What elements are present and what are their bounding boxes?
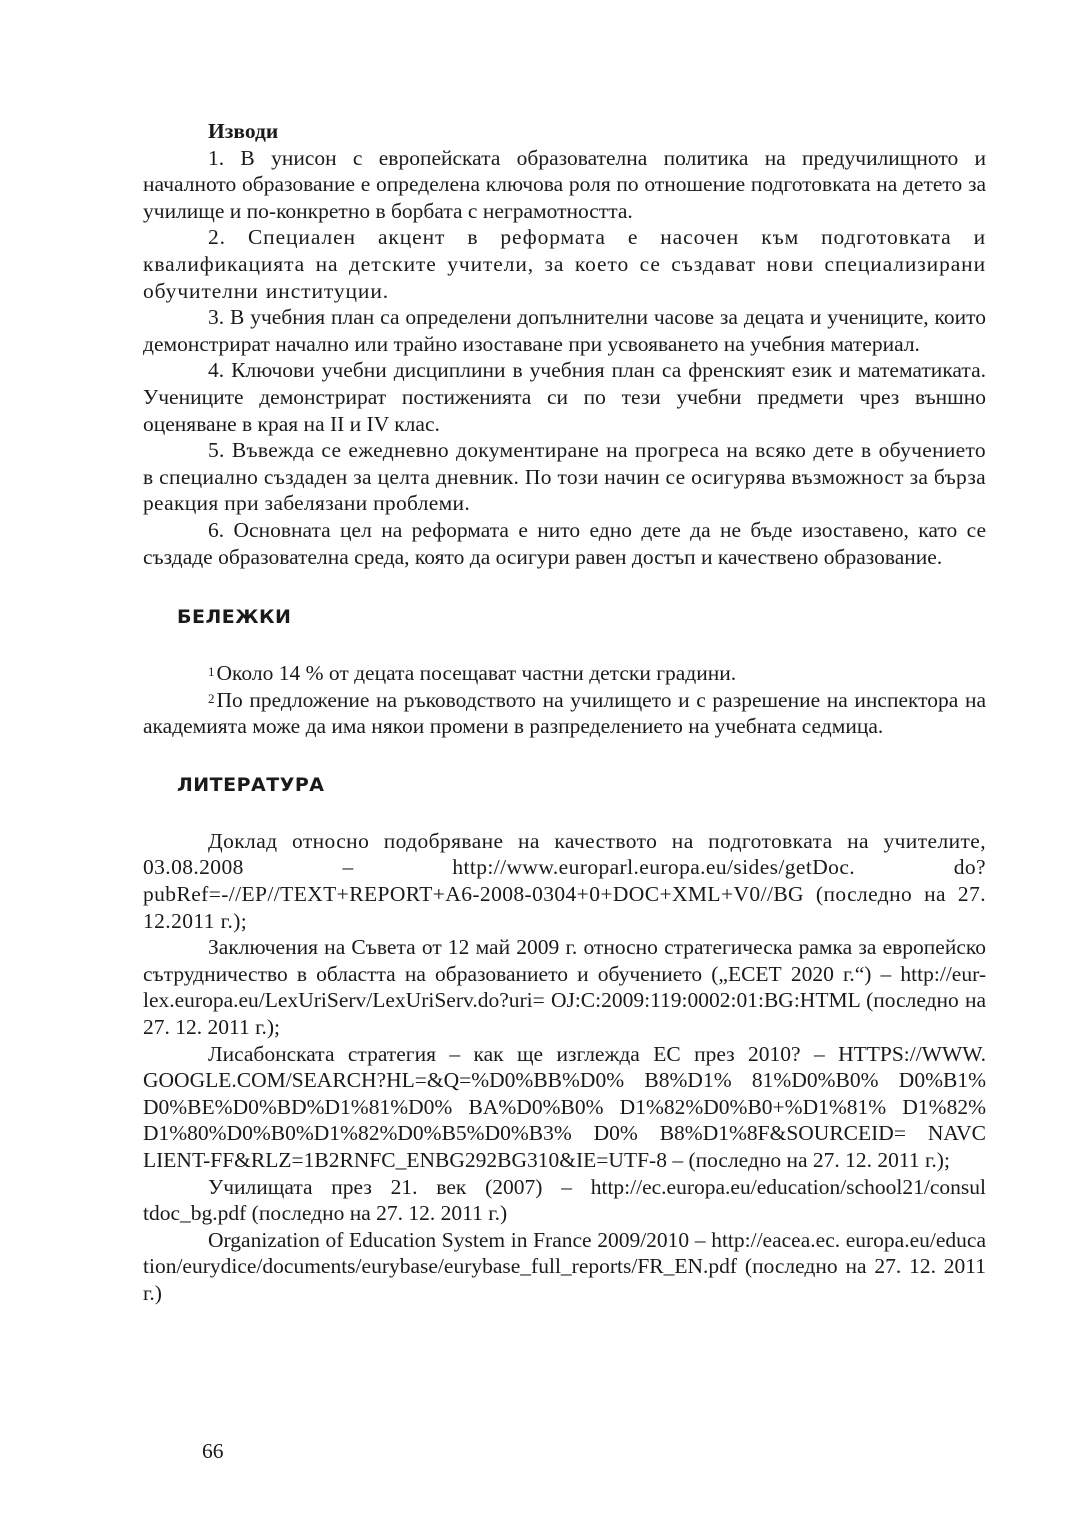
page-number: 66 (202, 1439, 224, 1463)
note-item (143, 660, 986, 687)
note-marker: 1 (208, 664, 215, 680)
literature-item: Заключения на Съвета от 12 май 2009 г. относно стратегическа рамка за европейско сътрудничество в областта на образованието и обучението („ЕСЕТ 2020 г.“) – http://eur-lex.europa.eu/LexUriServ/LexUriServ.do?uri= OJ:C:2009:119:0002:01:BG:HTML (последно на 27. 12. 2011 г.); (143, 935, 986, 1040)
literature-item: Доклад относно подобряване на качеството на подготовката на учителите, 03.08.2008 – http://www.europarl.europa.eu/sides/getDoc. do?pubRef=-//EP//TEXT+REPORT+A6-2008-0304+0+DOC+XML+V0//BG (последно на 27. 12.2011 г.); (143, 828, 986, 933)
conclusion-item: 4. Ключови учебни дисциплини в учебния план са френският език и математиката. Учениците демонстрират постиженията си по тези учебни предмети чрез външно оценяване в края на II и IV клас. (143, 358, 986, 436)
literature-item: Лисабонската стратегия – как ще изглежда ЕС през 2010? – HTTPS://WWW. GOOGLE.COM/SEARCH?HL=&Q=%D0%BB%D0% B8%D1% 81%D0%B0% D0%B1% D0%BE%D0%BD%D1%81%D0% BA%D0%B0% D1%82%D0%B0+%D1%81% D1%82% D1%80%D0%B0%D1%82%D0%B5%D0%B3% D0% B8%D1%8F&SOURCEID= NAVC LIENT-FF&RLZ=1B2RNFC_ENBG292BG310&IE=UTF-8 – (последно на 27. 12. 2011 г.); (143, 1041, 986, 1172)
note-marker: 2 (208, 690, 215, 706)
literature-heading: ЛИТЕРАТУРА (177, 773, 325, 796)
note-text: По предложение на ръководството на училището и с разрешение на инспектора на академията може да има някои промени в разпределението на учебната седмица. (143, 687, 986, 739)
page-content (143, 118, 986, 1307)
conclusions-heading: Изводи (208, 119, 279, 143)
conclusion-item: 1. В унисон с европейската образователна политика на предучилищното и началното образование е определена ключова роля по отношение подготовката на детето за училище и по-конкретно в борбата с неграмотността. (143, 145, 986, 223)
literature-item: Organization of Education System in France 2009/2010 – http://eacea.ec. europa.eu/educa tion/eurydice/documents/eurybase/eurybase_full_reports/FR_EN.pdf (последно на 27. 12. 2011 г.) (143, 1227, 986, 1305)
literature-item: Училищата през 21. век (2007) – http://ec.europa.eu/education/school21/consul tdoc_bg.pdf (последно на 27. 12. 2011 г.) (143, 1174, 986, 1226)
conclusion-item: 2. Специален акцент в реформата е насочен към подготовката и квалификацията на детските учители, за което се създават нови специализирани обучителни институции. (143, 225, 986, 303)
note-text: Около 14 % от децата посещават частни детски градини. (216, 661, 737, 686)
notes-heading: БЕЛЕЖКИ (177, 606, 292, 629)
conclusion-item: 3. В учебния план са определени допълнителни часове за децата и учениците, които демонстрират начално или трайно изоставане при усвояването на учебния материал. (143, 305, 986, 356)
note-item (143, 687, 986, 740)
conclusion-item: 5. Въвежда се ежедневно документиране на прогреса на всяко дете в обучението в специално създаден за целта дневник. По този начин се осигурява възможност за бърза реакция при забелязани проблеми. (143, 438, 986, 516)
conclusion-item: 6. Основната цел на реформата е нито едно дете да не бъде изоставено, като се създаде образователна среда, която да осигури равен достъп и качествено образование. (143, 517, 986, 569)
